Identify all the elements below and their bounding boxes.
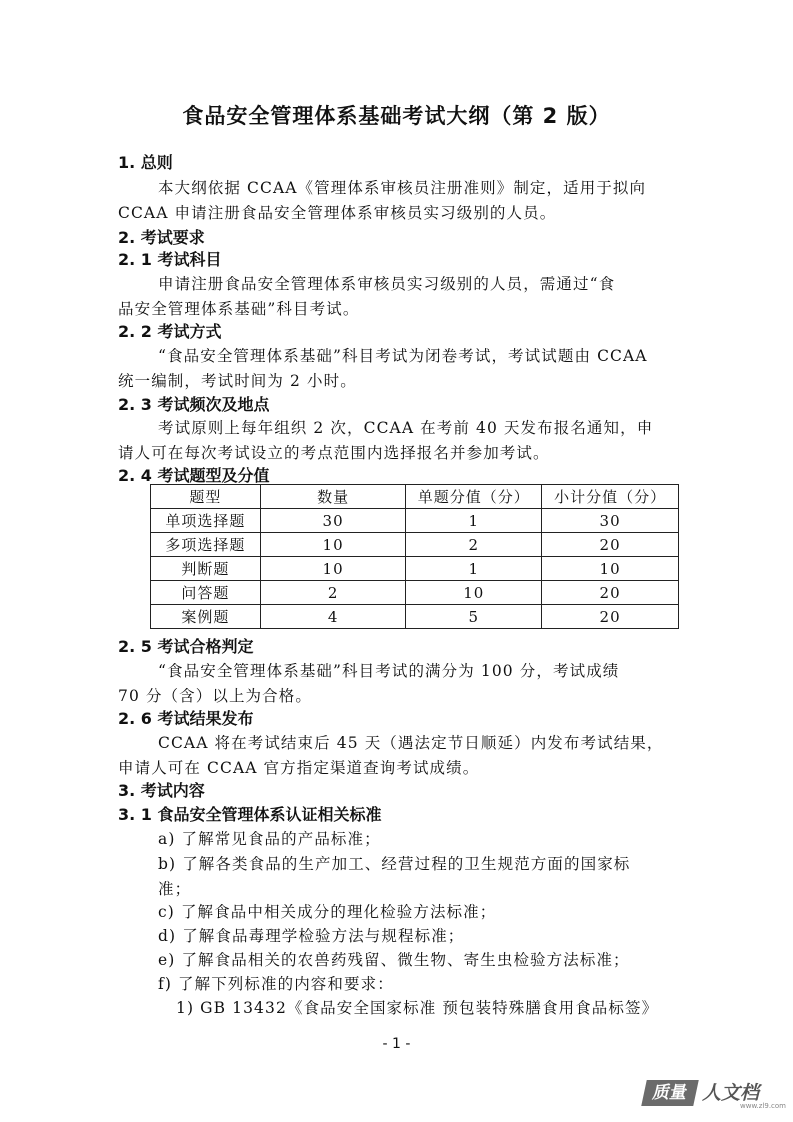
section-1-heading: 1. 总则 [118,153,173,172]
watermark-url: www.zl9.com [740,1102,787,1110]
section-2-3-text-line-2: 请人可在每次考试设立的考点范围内选择报名并参加考试。 [118,444,550,462]
table-cell: 30 [542,509,679,533]
section-2-3-heading: 2. 3 考试频次及地点 [118,395,270,414]
score-table [150,484,679,629]
table-cell: 10 [260,557,406,581]
table-cell: 4 [260,605,406,629]
section-2-2-heading: 2. 2 考试方式 [118,322,222,341]
list-item-c: c) 了解食品中相关成分的理化检验方法标准； [158,903,497,921]
table-cell: 5 [406,605,542,629]
section-2-1-text-line-2: 品安全管理体系基础”科目考试。 [118,300,360,318]
section-1-text-line-2: CCAA 申请注册食品安全管理体系审核员实习级别的人员。 [118,204,557,222]
table-row [151,605,679,629]
section-2-6-text-line-1: CCAA 将在考试结束后 45 天（遇法定节日顺延）内发布考试结果， [158,734,664,752]
table-cell: 判断题 [151,557,261,581]
table-row [151,557,679,581]
watermark-text: 人文档 [702,1082,760,1104]
watermark-logo [644,1080,787,1110]
table-header-cell: 单题分值（分） [406,485,542,509]
list-item-b-line-1: b) 了解各类食品的生产加工、经营过程的卫生规范方面的国家标 [158,855,631,873]
list-item-b-line-2: 准； [158,880,192,898]
list-item-e: e) 了解食品相关的农兽药残留、微生物、寄生虫检验方法标准； [158,951,630,969]
table-cell: 2 [260,581,406,605]
table-header-cell: 小计分值（分） [542,485,679,509]
table-header-row [151,485,679,509]
table-cell: 20 [542,605,679,629]
section-2-2-text-line-1: “食品安全管理体系基础”科目考试为闭卷考试，考试试题由 CCAA [158,347,648,365]
table-row [151,509,679,533]
section-2-1-text-line-1: 申请注册食品安全管理体系审核员实习级别的人员，需通过“食 [158,275,616,293]
table-cell: 20 [542,533,679,557]
section-3-heading: 3. 考试内容 [118,781,205,800]
table-cell: 问答题 [151,581,261,605]
section-2-5-text-line-1: “食品安全管理体系基础”科目考试的满分为 100 分，考试成绩 [158,662,620,680]
watermark-box: 质量 [641,1080,699,1106]
section-2-6-heading: 2. 6 考试结果发布 [118,709,254,728]
section-2-3-text-line-1: 考试原则上每年组织 2 次，CCAA 在考前 40 天发布报名通知，申 [158,419,654,437]
section-3-1-heading: 3. 1 食品安全管理体系认证相关标准 [118,805,382,824]
list-item-d: d) 了解食品毒理学检验方法与规程标准； [158,927,465,945]
table-cell: 30 [260,509,406,533]
list-item-a: a) 了解常见食品的产品标准； [158,830,381,848]
table-header-cell: 数量 [260,485,406,509]
table-cell: 10 [542,557,679,581]
table-cell: 多项选择题 [151,533,261,557]
table-cell: 20 [542,581,679,605]
table-cell: 案例题 [151,605,261,629]
section-2-1-heading: 2. 1 考试科目 [118,250,222,269]
page-number: - 1 - [382,1036,411,1052]
section-1-text-line-1: 本大纲依据 CCAA《管理体系审核员注册准则》制定，适用于拟向 [158,179,647,197]
document-title: 食品安全管理体系基础考试大纲（第 2 版） [182,104,611,128]
list-item-f-1: 1) GB 13432《食品安全国家标准 预包装特殊膳食用食品标签》 [176,999,659,1017]
table-cell: 单项选择题 [151,509,261,533]
section-2-2-text-line-2: 统一编制，考试时间为 2 小时。 [118,372,357,390]
section-2-heading: 2. 考试要求 [118,228,205,247]
section-2-4-heading: 2. 4 考试题型及分值 [118,466,270,485]
section-2-5-text-line-2: 70 分（含）以上为合格。 [118,687,312,705]
section-2-5-heading: 2. 5 考试合格判定 [118,637,254,656]
table-cell: 10 [260,533,406,557]
table-cell: 1 [406,509,542,533]
table-row [151,533,679,557]
section-2-6-text-line-2: 申请人可在 CCAA 官方指定渠道查询考试成绩。 [118,759,480,777]
table-cell: 1 [406,557,542,581]
list-item-f: f) 了解下列标准的内容和要求： [158,975,394,993]
table-cell: 10 [406,581,542,605]
table-cell: 2 [406,533,542,557]
table-row [151,581,679,605]
table-header-cell: 题型 [151,485,261,509]
